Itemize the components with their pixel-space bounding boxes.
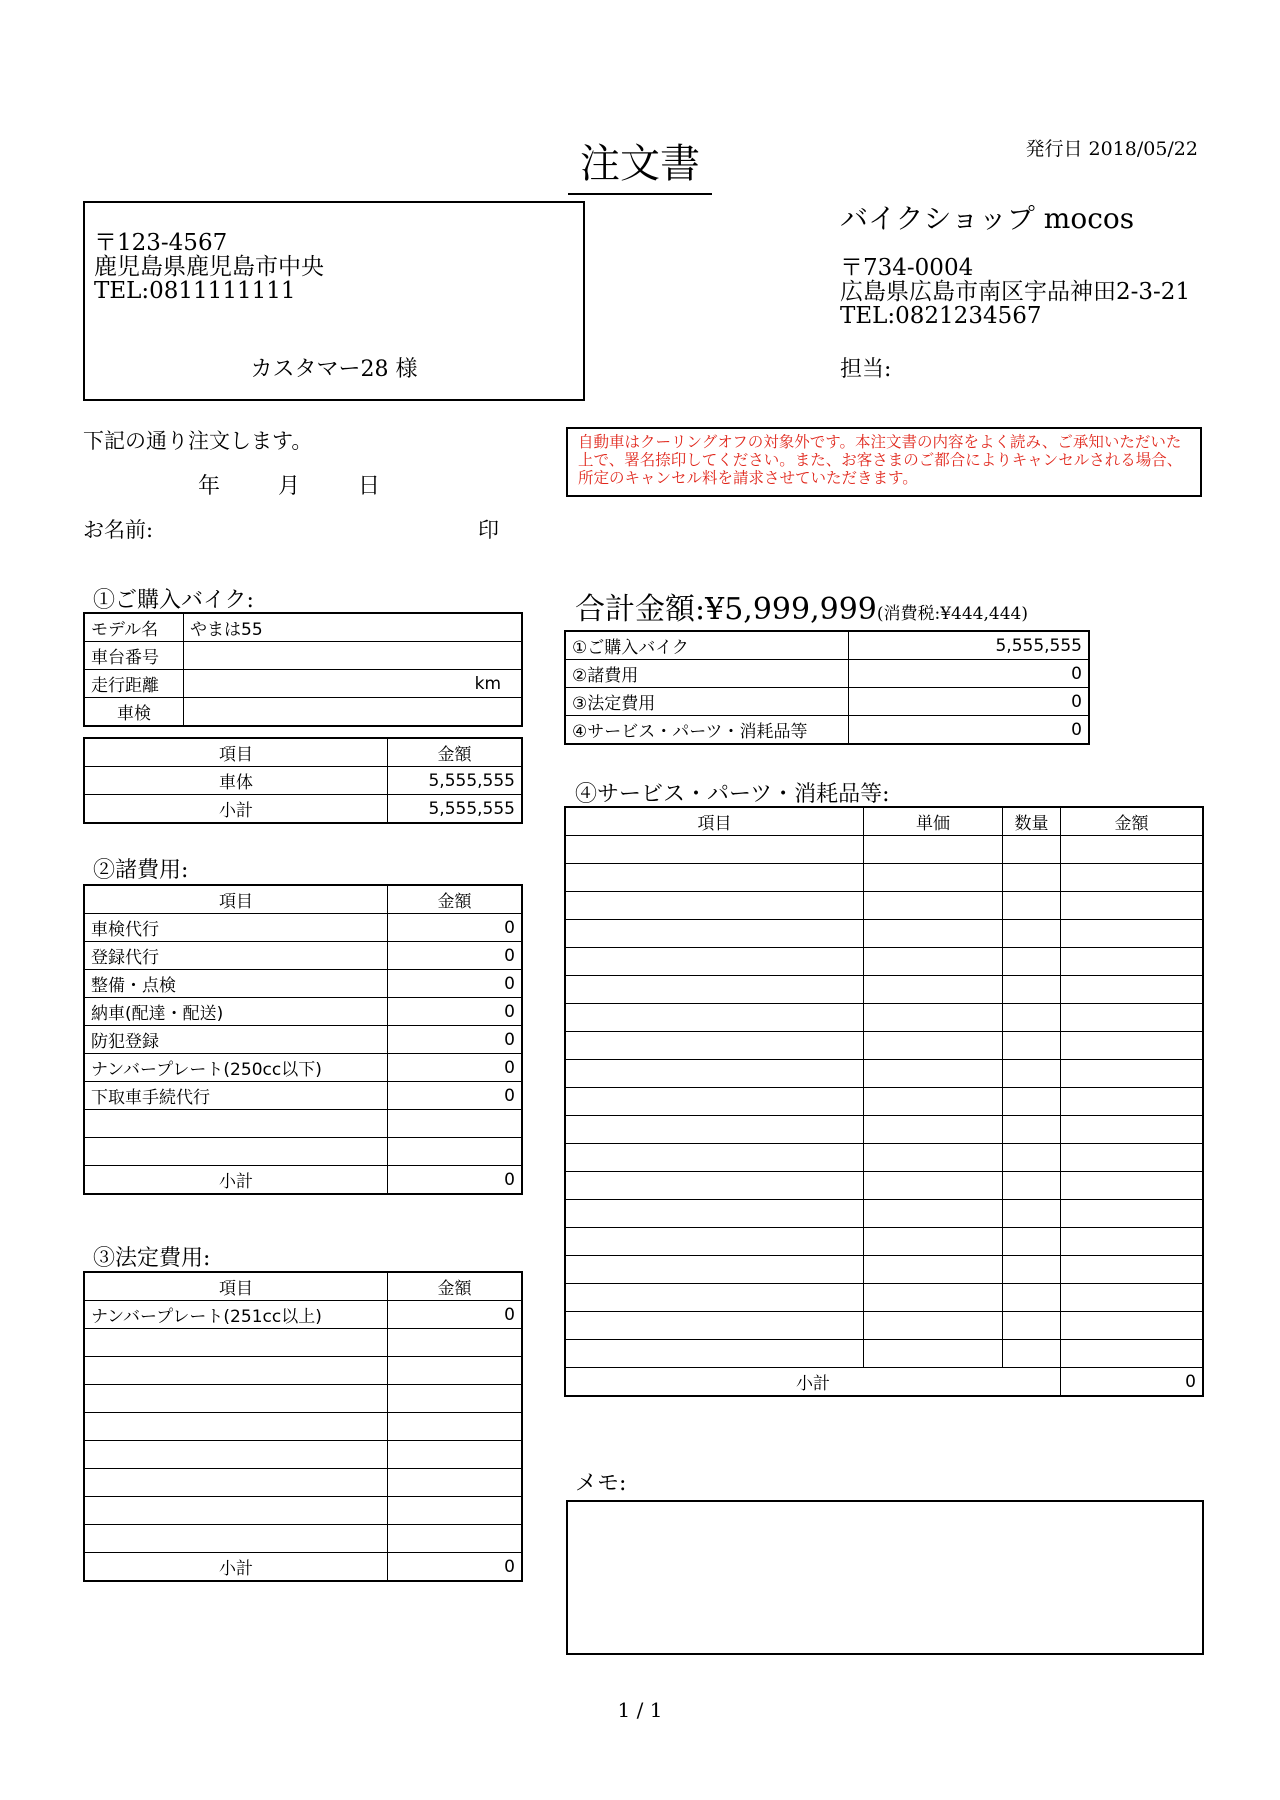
- item-amount: 0: [388, 998, 523, 1026]
- bike-info-row: [84, 642, 522, 670]
- table-row: [565, 1088, 1203, 1116]
- item-unit-price: [864, 1284, 1003, 1312]
- bike-info-label: 走行距離: [84, 670, 184, 698]
- table-row: [84, 914, 522, 942]
- fees-section-heading: ②諸費用:: [93, 858, 189, 883]
- item-amount: [388, 1385, 523, 1413]
- item-name: [84, 1525, 388, 1553]
- item-quantity: [1003, 1312, 1061, 1340]
- item-amount: [388, 1441, 523, 1469]
- item-name: [565, 1116, 864, 1144]
- item-name: [565, 1172, 864, 1200]
- table-row: [565, 1144, 1203, 1172]
- subtotal-amount: 5,555,555: [388, 795, 523, 824]
- table-row: [565, 976, 1203, 1004]
- item-amount: [388, 1497, 523, 1525]
- item-unit-price: [864, 1312, 1003, 1340]
- column-header-item: 項目: [565, 807, 864, 836]
- item-name: [84, 1385, 388, 1413]
- item-name: [565, 1284, 864, 1312]
- item-amount: 5,555,555: [388, 767, 523, 795]
- breakdown-amount: 0: [849, 716, 1090, 745]
- name-label: お名前:: [83, 518, 154, 542]
- subtotal-label: 小計: [84, 1166, 388, 1195]
- subtotal-row: [84, 1166, 522, 1195]
- item-quantity: [1003, 1340, 1061, 1368]
- total-breakdown-table: [564, 630, 1090, 745]
- subtotal-label: 小計: [565, 1368, 1061, 1397]
- subtotal-amount: 0: [388, 1553, 523, 1582]
- table-row: [84, 1301, 522, 1329]
- item-name: [84, 1138, 388, 1166]
- item-amount: [1061, 1200, 1204, 1228]
- total-breakdown-row: [565, 688, 1089, 716]
- item-name: [84, 1413, 388, 1441]
- item-amount: [388, 1110, 523, 1138]
- bike-info-label: 車検: [84, 698, 184, 727]
- fees-table: [83, 884, 523, 1195]
- column-header-unit-price: 単価: [864, 807, 1003, 836]
- breakdown-amount: 0: [849, 660, 1090, 688]
- column-header-item: 項目: [84, 885, 388, 914]
- date-month-label: 月: [278, 474, 301, 499]
- shop-postal: 〒734-0004: [840, 255, 974, 281]
- item-quantity: [1003, 1032, 1061, 1060]
- item-amount: [1061, 1004, 1204, 1032]
- table-row: [84, 767, 522, 795]
- bike-section-heading: ①ご購入バイク:: [93, 588, 254, 613]
- item-amount: 0: [388, 942, 523, 970]
- table-row: [84, 1138, 522, 1166]
- table-row: [565, 864, 1203, 892]
- item-amount: [1061, 1172, 1204, 1200]
- column-header-item: 項目: [84, 738, 388, 767]
- item-amount: [388, 1525, 523, 1553]
- table-header-row: [84, 738, 522, 767]
- item-name: 登録代行: [84, 942, 388, 970]
- customer-tel: TEL:0811111111: [94, 278, 296, 304]
- table-row: [84, 970, 522, 998]
- item-unit-price: [864, 1060, 1003, 1088]
- document-title: 注文書: [0, 132, 1280, 195]
- bike-info-row: [84, 613, 522, 642]
- item-name: [565, 1256, 864, 1284]
- legal-table: [83, 1271, 523, 1582]
- table-row: [84, 1497, 522, 1525]
- breakdown-label: ①ご購入バイク: [565, 631, 849, 660]
- item-unit-price: [864, 1088, 1003, 1116]
- item-unit-price: [864, 864, 1003, 892]
- table-row: [84, 1329, 522, 1357]
- item-amount: 0: [388, 914, 523, 942]
- shop-tel: TEL:0821234567: [840, 303, 1042, 329]
- tax-amount: (消費税:¥444,444): [876, 604, 1028, 624]
- item-unit-price: [864, 1228, 1003, 1256]
- table-row: [84, 1026, 522, 1054]
- item-quantity: [1003, 892, 1061, 920]
- item-amount: [1061, 1228, 1204, 1256]
- table-row: [565, 1116, 1203, 1144]
- table-row: [84, 1357, 522, 1385]
- item-quantity: [1003, 1060, 1061, 1088]
- table-row: [84, 1385, 522, 1413]
- item-unit-price: [864, 1172, 1003, 1200]
- bike-info-value: km: [184, 670, 523, 698]
- breakdown-label: ④サービス・パーツ・消耗品等: [565, 716, 849, 745]
- table-row: [565, 948, 1203, 976]
- table-header-row: [84, 885, 522, 914]
- item-amount: 0: [388, 1026, 523, 1054]
- table-row: [84, 942, 522, 970]
- table-row: [565, 1060, 1203, 1088]
- table-row: [565, 1256, 1203, 1284]
- item-unit-price: [864, 836, 1003, 864]
- item-name: [84, 1497, 388, 1525]
- shop-address-line: 広島県広島市南区宇品神田2-3-21: [840, 279, 1191, 305]
- item-amount: [1061, 864, 1204, 892]
- subtotal-amount: 0: [388, 1166, 523, 1195]
- service-table: [564, 806, 1204, 1397]
- bike-info-label: 車台番号: [84, 642, 184, 670]
- item-amount: [1061, 1088, 1204, 1116]
- subtotal-label: 小計: [84, 1553, 388, 1582]
- item-name: [565, 1060, 864, 1088]
- breakdown-label: ②諸費用: [565, 660, 849, 688]
- item-name: [565, 976, 864, 1004]
- table-row: [565, 1340, 1203, 1368]
- subtotal-label: 小計: [84, 795, 388, 824]
- item-unit-price: [864, 1200, 1003, 1228]
- item-quantity: [1003, 1172, 1061, 1200]
- customer-address-line: 鹿児島県鹿児島市中央: [94, 254, 324, 280]
- item-amount: [1061, 1060, 1204, 1088]
- grand-total: [575, 584, 1028, 632]
- grand-total-label: 合計金額:¥5,999,999: [575, 592, 877, 627]
- customer-name: カスタマー28 様: [250, 357, 418, 382]
- table-row: [565, 1284, 1203, 1312]
- seal-label: 印: [478, 518, 499, 542]
- memo-box: [566, 1500, 1204, 1655]
- item-quantity: [1003, 1200, 1061, 1228]
- item-unit-price: [864, 1116, 1003, 1144]
- item-name: 車体: [84, 767, 388, 795]
- date-day-label: 日: [358, 474, 381, 499]
- item-name: [565, 1032, 864, 1060]
- item-unit-price: [864, 976, 1003, 1004]
- item-amount: 0: [388, 1082, 523, 1110]
- item-name: [565, 920, 864, 948]
- item-quantity: [1003, 1144, 1061, 1172]
- bike-info-value: [184, 642, 523, 670]
- column-header-item: 項目: [84, 1272, 388, 1301]
- item-name: ナンバープレート(251cc以上): [84, 1301, 388, 1329]
- item-name: [565, 1144, 864, 1172]
- item-amount: 0: [388, 1301, 523, 1329]
- item-name: [565, 892, 864, 920]
- item-unit-price: [864, 920, 1003, 948]
- customer-box: [83, 201, 585, 401]
- item-amount: [1061, 1116, 1204, 1144]
- item-quantity: [1003, 864, 1061, 892]
- item-quantity: [1003, 1256, 1061, 1284]
- item-amount: [1061, 1284, 1204, 1312]
- table-row: [84, 1413, 522, 1441]
- item-quantity: [1003, 836, 1061, 864]
- item-amount: [1061, 920, 1204, 948]
- total-breakdown-row: [565, 716, 1089, 745]
- item-name: [565, 1088, 864, 1116]
- bike-info-value: [184, 698, 523, 727]
- item-name: [84, 1441, 388, 1469]
- item-amount: [1061, 1032, 1204, 1060]
- table-row: [565, 1312, 1203, 1340]
- column-header-amount: 金額: [388, 885, 523, 914]
- item-name: [565, 1340, 864, 1368]
- item-name: [565, 1312, 864, 1340]
- bike-info-value: やまは55: [184, 613, 523, 642]
- item-unit-price: [864, 948, 1003, 976]
- date-year-label: 年: [198, 474, 221, 499]
- item-name: [84, 1329, 388, 1357]
- item-name: [84, 1469, 388, 1497]
- item-name: ナンバープレート(250cc以下): [84, 1054, 388, 1082]
- shop-address: [840, 256, 1190, 328]
- item-name: 防犯登録: [84, 1026, 388, 1054]
- table-row: [565, 920, 1203, 948]
- item-amount: [388, 1357, 523, 1385]
- item-unit-price: [864, 892, 1003, 920]
- item-amount: [1061, 836, 1204, 864]
- item-name: 下取車手続代行: [84, 1082, 388, 1110]
- item-amount: [388, 1413, 523, 1441]
- table-row: [84, 1054, 522, 1082]
- item-quantity: [1003, 1116, 1061, 1144]
- subtotal-row: [84, 795, 522, 824]
- item-amount: [1061, 948, 1204, 976]
- page-number: 1 / 1: [617, 1698, 663, 1722]
- item-quantity: [1003, 1004, 1061, 1032]
- table-header-row: [565, 807, 1203, 836]
- item-quantity: [1003, 976, 1061, 1004]
- cancellation-warning: 自動車はクーリングオフの対象外です。本注文書の内容をよく読み、ご承知いただいた上で、署名捺印してください。また、お客さまのご都合によりキャンセルされる場合、所定のキャンセル料を請求させていただきます。: [566, 427, 1202, 497]
- legal-section-heading: ③法定費用:: [93, 1246, 211, 1271]
- table-header-row: [84, 1272, 522, 1301]
- item-name: 納車(配達・配送): [84, 998, 388, 1026]
- table-row: [84, 1441, 522, 1469]
- total-breakdown-row: [565, 631, 1089, 660]
- table-row: [84, 1469, 522, 1497]
- subtotal-row: [565, 1368, 1203, 1397]
- item-amount: [388, 1138, 523, 1166]
- subtotal-row: [84, 1553, 522, 1582]
- table-row: [565, 1172, 1203, 1200]
- item-quantity: [1003, 920, 1061, 948]
- bike-info-table: [83, 612, 523, 727]
- table-row: [565, 1004, 1203, 1032]
- bike-info-row: [84, 698, 522, 727]
- item-name: [84, 1110, 388, 1138]
- item-amount: 0: [388, 1054, 523, 1082]
- memo-label: メモ:: [575, 1471, 627, 1496]
- column-header-amount: 金額: [388, 738, 523, 767]
- bike-info-row: [84, 670, 522, 698]
- item-amount: [388, 1469, 523, 1497]
- customer-postal: 〒123-4567: [94, 230, 228, 256]
- bike-info-label: モデル名: [84, 613, 184, 642]
- issue-date: 発行日 2018/05/22: [1025, 138, 1198, 160]
- customer-address: [94, 231, 324, 303]
- item-name: 車検代行: [84, 914, 388, 942]
- item-quantity: [1003, 1228, 1061, 1256]
- item-amount: 0: [388, 970, 523, 998]
- item-name: [565, 948, 864, 976]
- item-quantity: [1003, 1284, 1061, 1312]
- item-name: 整備・点検: [84, 970, 388, 998]
- table-row: [565, 892, 1203, 920]
- service-section-heading: ④サービス・パーツ・消耗品等:: [575, 782, 890, 807]
- item-quantity: [1003, 1088, 1061, 1116]
- item-name: [565, 864, 864, 892]
- order-note: 下記の通り注文します。: [83, 429, 313, 453]
- item-name: [565, 1200, 864, 1228]
- item-name: [565, 836, 864, 864]
- bike-amount-table: [83, 737, 523, 824]
- table-row: [565, 1200, 1203, 1228]
- item-amount: [1061, 1312, 1204, 1340]
- breakdown-amount: 0: [849, 688, 1090, 716]
- item-amount: [1061, 1256, 1204, 1284]
- table-row: [84, 1082, 522, 1110]
- shop-name: バイクショップ mocos: [840, 202, 1135, 235]
- staff-label: 担当:: [840, 357, 892, 382]
- column-header-quantity: 数量: [1003, 807, 1061, 836]
- item-name: [565, 1004, 864, 1032]
- item-amount: [1061, 1144, 1204, 1172]
- total-breakdown-row: [565, 660, 1089, 688]
- item-amount: [1061, 892, 1204, 920]
- breakdown-amount: 5,555,555: [849, 631, 1090, 660]
- item-unit-price: [864, 1340, 1003, 1368]
- item-amount: [1061, 1340, 1204, 1368]
- item-quantity: [1003, 948, 1061, 976]
- table-row: [565, 1032, 1203, 1060]
- table-row: [565, 1228, 1203, 1256]
- item-unit-price: [864, 1004, 1003, 1032]
- subtotal-amount: 0: [1061, 1368, 1204, 1397]
- column-header-amount: 金額: [1061, 807, 1204, 836]
- item-amount: [388, 1329, 523, 1357]
- item-unit-price: [864, 1144, 1003, 1172]
- item-amount: [1061, 976, 1204, 1004]
- column-header-amount: 金額: [388, 1272, 523, 1301]
- table-row: [84, 1525, 522, 1553]
- breakdown-label: ③法定費用: [565, 688, 849, 716]
- item-unit-price: [864, 1256, 1003, 1284]
- item-name: [84, 1357, 388, 1385]
- item-name: [565, 1228, 864, 1256]
- table-row: [84, 1110, 522, 1138]
- item-unit-price: [864, 1032, 1003, 1060]
- table-row: [84, 998, 522, 1026]
- table-row: [565, 836, 1203, 864]
